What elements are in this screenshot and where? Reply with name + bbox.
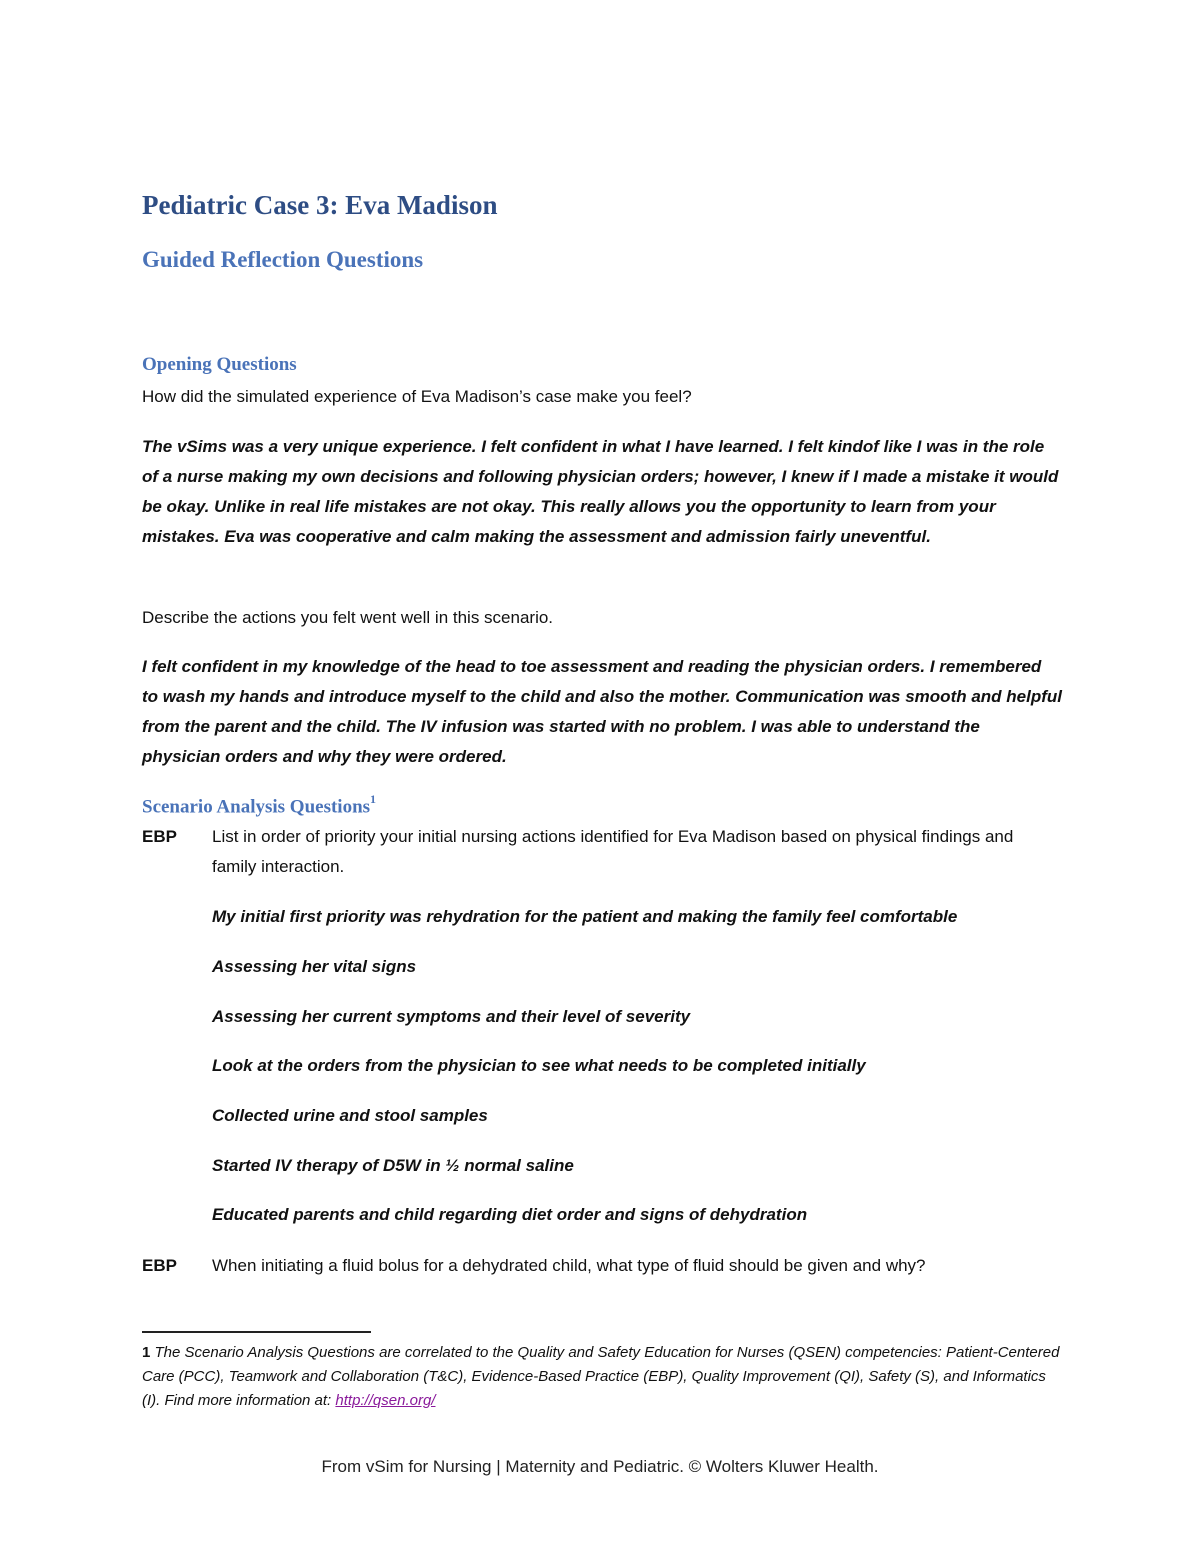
opening-answer-2: I felt confident in my knowledge of the head to toe assessment and reading the physician orders. I remembered to wash my hands and introduce myself to the child and also the mother. Communication was smooth and helpful from the parent and the child. The IV infusion was started with no problem. I was able to understand the physician orders and why they were ordered. (142, 657, 1063, 766)
page-title: Pediatric Case 3: Eva Madison (142, 190, 498, 220)
footnote-divider (142, 1331, 371, 1333)
footnote-number: 1 (142, 1344, 151, 1361)
opening-question-1: How did the simulated experience of Eva Madison’s case make you feel? (142, 387, 692, 406)
page-footer: From vSim for Nursing | Maternity and Pediatric. © Wolters Kluwer Health. (321, 1457, 879, 1476)
answer-item: Started IV therapy of D5W in ½ normal saline (212, 1156, 574, 1175)
opening-question-2: Describe the actions you felt went well in this scenario. (142, 608, 554, 627)
scenario-analysis-heading (142, 794, 376, 818)
scenario-question-2: When initiating a fluid bolus for a dehydrated child, what type of fluid should be given and why? (212, 1256, 926, 1275)
footnote-text: The Scenario Analysis Questions are correlated to the Quality and Safety Education for Nurses (QSEN) competencies: Patient-Centered Care (PCC), Teamwork and Collaboration (T&C), Evidence-Based Practice (EBP), Quality Improvement (QI), Safety (S), and Informatics (I). Find more information at: (142, 1344, 1060, 1409)
footnote-ref[interactable]: 1 (370, 792, 377, 806)
answer-item: Collected urine and stool samples (212, 1106, 488, 1125)
footnote (142, 1341, 1062, 1413)
qsen-link[interactable]: http://qsen.org/ (335, 1392, 436, 1409)
answer-item: Look at the orders from the physician to see what needs to be completed initially (212, 1056, 866, 1075)
opening-answer-1: The vSims was a very unique experience. I felt confident in what I have learned. I felt kindof like I was in the role of a nurse making my own decisions and following physician orders; however, I knew if I made a mistake it would be okay. Unlike in real life mistakes are not okay. This really allows you the opportunity to learn from your mistakes. Eva was cooperative and calm making the assessment and admission fairly uneventful. (142, 437, 1059, 546)
scenario-question-1: List in order of priority your initial nursing actions identified for Eva Madison based on physical findings and family interaction. (212, 827, 1014, 876)
answer-item: Assessing her current symptoms and their level of severity (212, 1007, 691, 1026)
ebp-tag-1: EBP (142, 827, 177, 846)
answer-item: Educated parents and child regarding diet order and signs of dehydration (212, 1205, 808, 1224)
answer-item: Assessing her vital signs (212, 957, 417, 976)
ebp-tag-2: EBP (142, 1256, 177, 1275)
scenario-heading-text: Scenario Analysis Questions (142, 796, 371, 818)
page-subtitle: Guided Reflection Questions (142, 247, 424, 272)
answer-item: My initial first priority was rehydration for the patient and making the family feel comfortable (212, 907, 958, 926)
opening-questions-heading: Opening Questions (142, 354, 297, 375)
